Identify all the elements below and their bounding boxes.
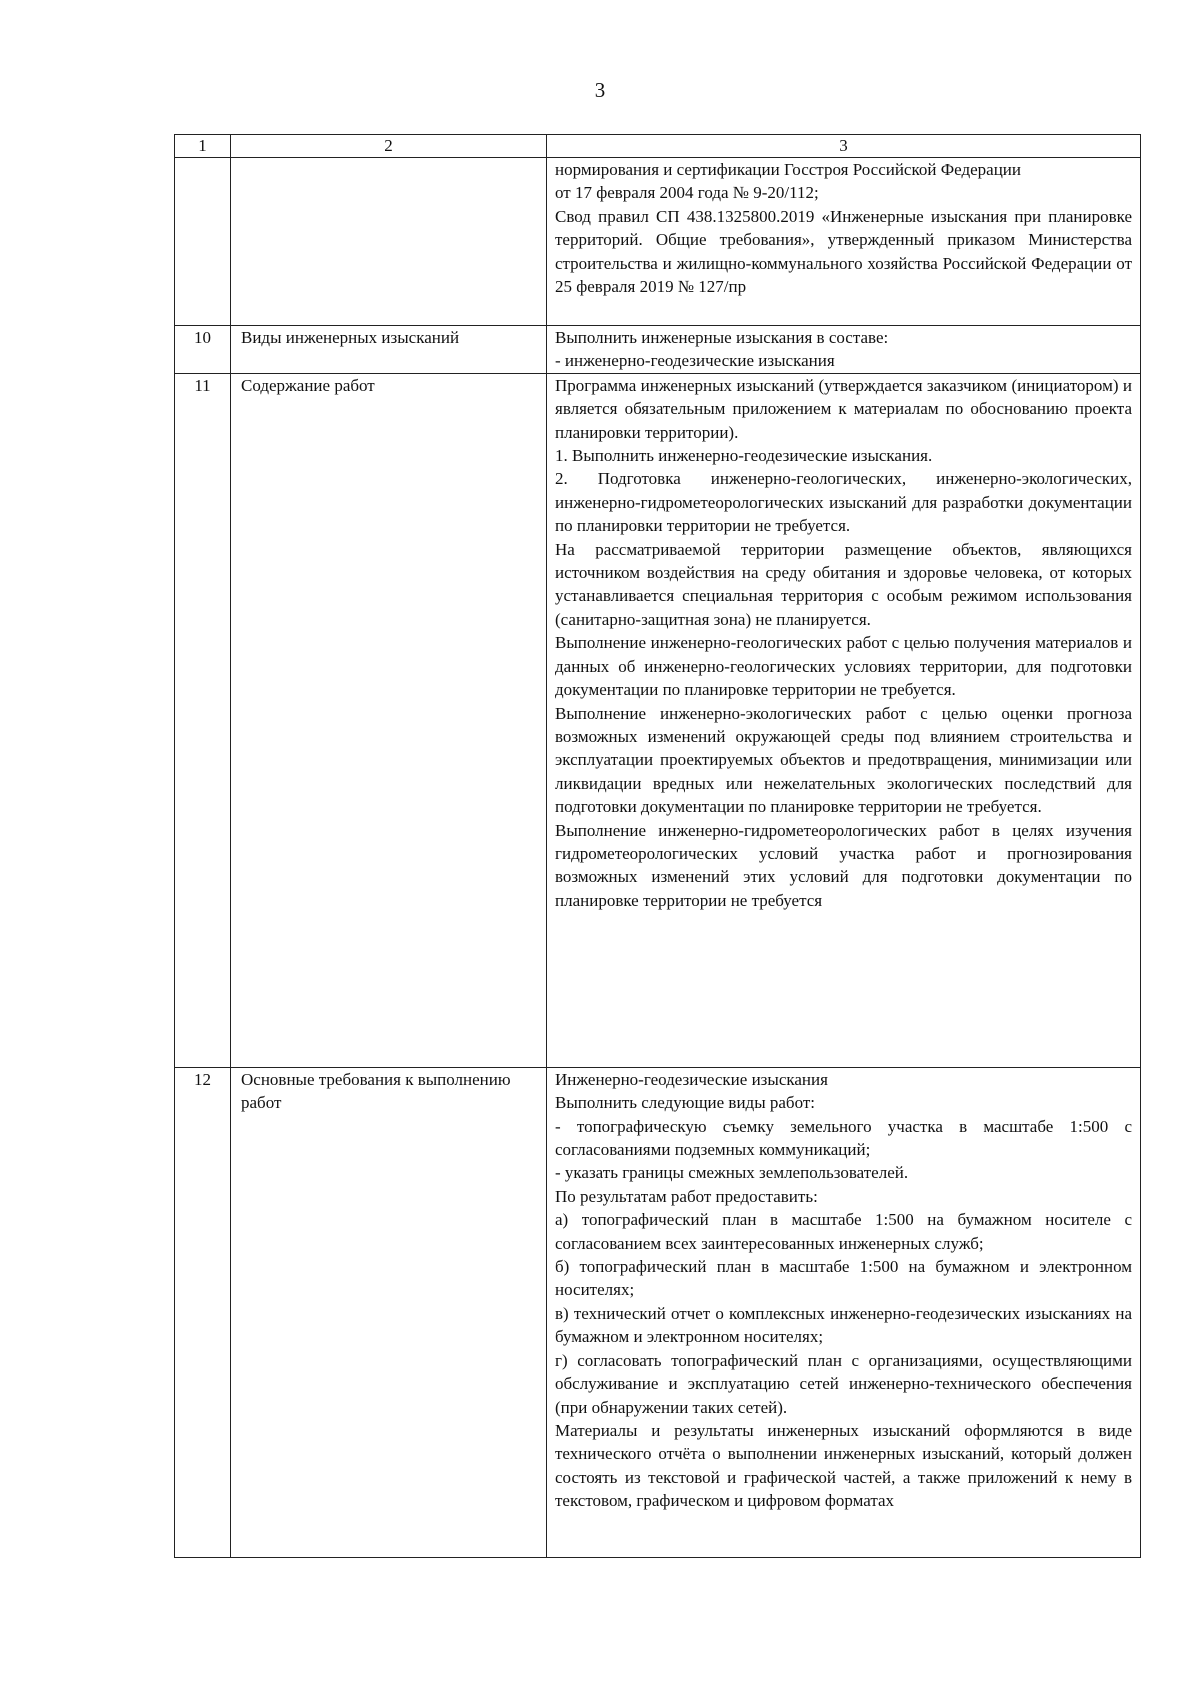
- content-paragraph: от 17 февраля 2004 года № 9-20/112;: [555, 183, 819, 203]
- row-content: [547, 158, 1141, 326]
- header-col-1: 1: [175, 135, 231, 158]
- table-row: [175, 1067, 1141, 1557]
- page-number: 3: [594, 78, 606, 102]
- table-header-row: [175, 135, 1141, 158]
- content-paragraph: По результатам работ предоставить:: [555, 1186, 818, 1206]
- row-name: Виды инженерных изысканий: [231, 326, 547, 374]
- row-content: [547, 373, 1141, 1067]
- header-col-3: 3: [547, 135, 1141, 158]
- row-number: 11: [175, 373, 231, 1067]
- content-paragraph: Инженерно-геодезические изыскания: [555, 1069, 828, 1089]
- content-paragraph: Свод правил СП 438.1325800.2019 «Инженерные изыскания при планировке территорий. Общие требования», утвержденный приказом Министерства строительства и жилищно-коммунального хозяйства Российской Федерации от 25 февраля 2019 № 127/пр: [555, 206, 1132, 297]
- row-number: 10: [175, 326, 231, 374]
- terms-table: [174, 134, 1141, 1558]
- header-col-2: 2: [231, 135, 547, 158]
- row-name: [231, 158, 547, 326]
- row-content: [547, 326, 1141, 374]
- table-row: [175, 158, 1141, 326]
- row-number: 12: [175, 1067, 231, 1557]
- row-name: Содержание работ: [231, 373, 547, 1067]
- content-paragraph: в) технический отчет о комплексных инженерно-геодезических изысканиях на бумажном и электронном носителях;: [555, 1303, 1132, 1347]
- content-paragraph: - инженерно-геодезические изыскания: [555, 351, 835, 371]
- content-paragraph: Программа инженерных изысканий (утверждается заказчиком (инициатором) и является обязательным приложением к материалам по обоснованию проекта планировки территории).: [555, 375, 1132, 442]
- content-paragraph: 2. Подготовка инженерно-геологических, инженерно-экологических, инженерно-гидрометеорологических изысканий для разработки документации по планировки территории не требуется.: [555, 469, 1132, 536]
- row-name: Основные требования к выполнению работ: [231, 1067, 547, 1557]
- content-paragraph: Выполнение инженерно-геологических работ с целью получения материалов и данных об инженерно-геологических условиях территории, для подготовки документации по планировке территории не требуется.: [555, 633, 1132, 700]
- content-paragraph: г) согласовать топографический план с организациями, осуществляющими обслуживание и эксплуатацию сетей инженерно-технического обеспечения (при обнаружении таких сетей).: [555, 1350, 1132, 1417]
- content-paragraph: Выполнение инженерно-гидрометеорологических работ в целях изучения гидрометеорологических условий участка работ и прогнозирования возможных изменений этих условий для подготовки документации по планировке территории не требуется: [555, 820, 1132, 910]
- content-paragraph: а) топографический план в масштабе 1:500 на бумажном носителе с согласованием всех заинтересованных инженерных служб;: [555, 1210, 1132, 1253]
- content-paragraph: - топографическую съемку земельного участка в масштабе 1:500 с согласованиями подземных коммуникаций;: [555, 1116, 1132, 1160]
- content-paragraph: б) топографический план в масштабе 1:500 на бумажном и электронном носителях;: [555, 1257, 1132, 1300]
- content-paragraph: 1. Выполнить инженерно-геодезические изыскания.: [555, 446, 933, 466]
- row-content: [547, 1067, 1141, 1557]
- content-paragraph: Выполнить инженерные изыскания в составе:: [555, 328, 889, 347]
- content-paragraph: - указать границы смежных землепользователей.: [555, 1163, 909, 1183]
- content-paragraph: нормирования и сертификации Госстроя Российской Федерации: [555, 160, 1022, 179]
- content-paragraph: На рассматриваемой территории размещение объектов, являющихся источником воздействия на среду обитания и здоровье человека, от которых устанавливается специальная территория с особым режимом использования (санитарно-защитная зона) не планируется.: [555, 539, 1132, 629]
- content-paragraph: Выполнить следующие виды работ:: [555, 1093, 815, 1113]
- content-paragraph: Выполнение инженерно-экологических работ с целью оценки прогноза возможных изменений окружающей среды под влиянием строительства и эксплуатации проектируемых объектов и предотвращения, минимизации или ликвидации вредных или нежелательных экологических последствий для подготовки документации по планировке территории не требуется.: [555, 703, 1132, 817]
- content-paragraph: Материалы и результаты инженерных изысканий оформляются в виде технического отчёта о выполнении инженерных изысканий, который должен состоять из текстовой и графической частей, а также приложений к нему в текстовом, графическом и цифровом форматах: [555, 1420, 1132, 1511]
- table-row: [175, 326, 1141, 374]
- row-number: [175, 158, 231, 326]
- table-row: [175, 373, 1141, 1067]
